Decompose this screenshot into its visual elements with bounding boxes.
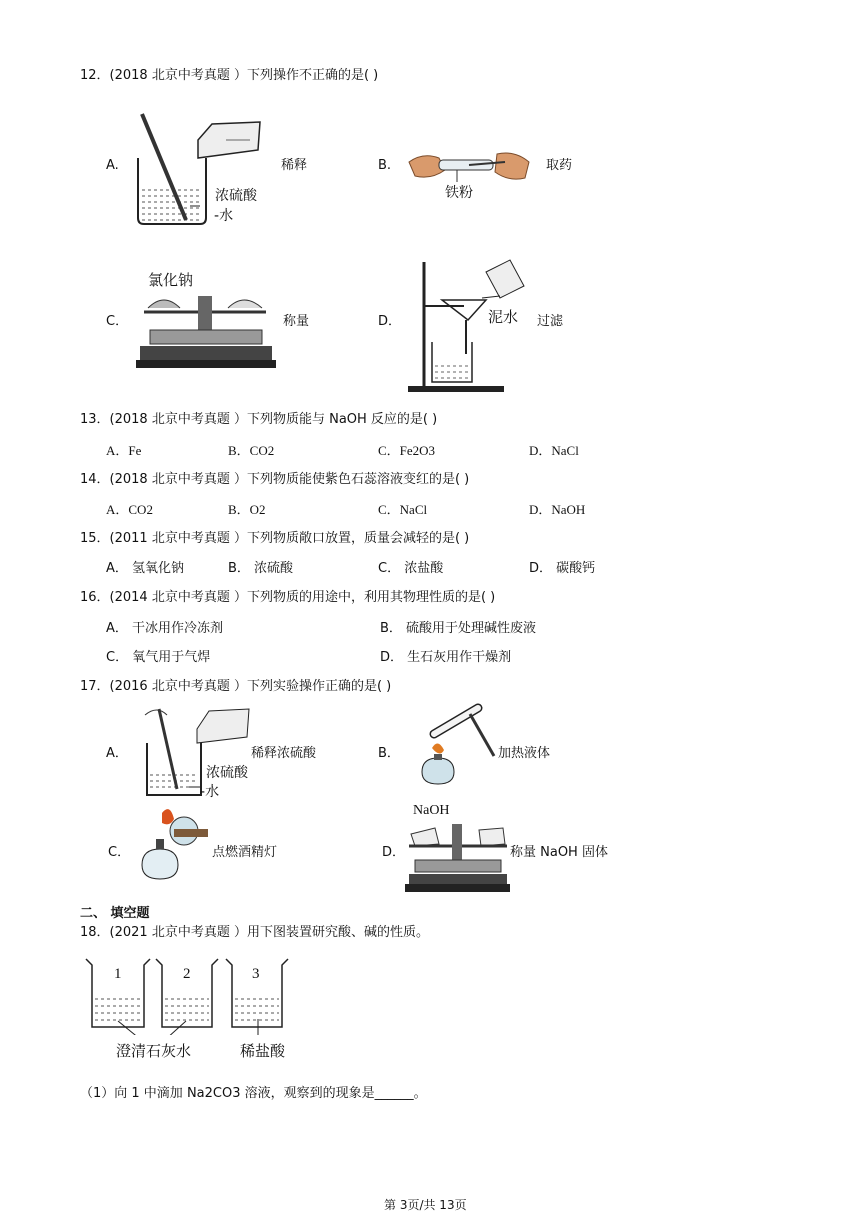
q12-option-d-letter: D． (378, 314, 402, 329)
q13-option-b: B．CO2 (228, 443, 275, 458)
q17-option-a-caption: 稀释浓硫酸 (251, 746, 317, 761)
q15-stem: 15．(2011 北京中考真题 ）下列物质敞口放置，质量会减轻的是( ) (80, 531, 470, 546)
q18-beaker-2-number: 2 (183, 966, 191, 982)
q15-option-d: D． 碳酸钙 (529, 561, 596, 576)
q16-stem: 16．(2014 北京中考真题 ）下列物质的用途中，利用其物理性质的是( ) (80, 590, 496, 605)
q12-a-tag-water: -水 (214, 208, 234, 224)
q18-stem: 18．(2021 北京中考真题 ）用下图装置研究酸、碱的性质。 (80, 925, 429, 940)
q17-d-tag-naoh: NaOH (413, 803, 450, 818)
q12-option-c-caption: 称量 (283, 314, 310, 329)
q12-d-tag-mud: 泥水 (488, 308, 519, 326)
q13-stem: 13．(2018 北京中考真题 ）下列物质能与 NaOH 反应的是( ) (80, 412, 438, 427)
section-heading: 二、 填空题 (80, 906, 150, 921)
q12-option-b-letter: B. (378, 158, 392, 173)
q13-option-d: D．NaCl (529, 443, 579, 458)
q12-option-b-caption: 取药 (546, 158, 573, 173)
q15-option-a: A． 氢氧化钠 (106, 561, 185, 576)
q17-option-d-letter: D． (382, 845, 406, 860)
q17-option-c-letter: C． (108, 845, 131, 860)
q14-option-a: A．CO2 (106, 502, 153, 517)
q17-option-c-caption: 点燃酒精灯 (212, 845, 278, 860)
q12-a-tag-acid: 浓硫酸 (215, 188, 257, 204)
q18-label-limewater: 澄清石灰水 (116, 1042, 192, 1060)
q17-a-tag-water: -水 (200, 784, 220, 800)
q14-option-d: D．NaOH (529, 502, 586, 517)
q12-c-balance-figure (136, 290, 276, 370)
q16-option-d: D． 生石灰用作干燥剂 (380, 650, 512, 665)
page-footer: 第 3页/共 13页 (384, 1198, 467, 1212)
q12-stem: 12．(2018 北京中考真题 ）下列操作不正确的是( ) (80, 68, 379, 83)
q17-c-lamp-figure (134, 805, 214, 885)
q15-option-c: C． 浓盐酸 (378, 561, 444, 576)
q18-label-hcl: 稀盐酸 (240, 1042, 286, 1060)
q15-option-b: B． 浓硫酸 (228, 561, 294, 576)
q16-option-c: C． 氧气用于气焊 (106, 650, 211, 665)
q18-sub-question-1: （1）向 1 中滴加 Na2CO3 溶液，观察到的现象是______。 (80, 1086, 427, 1101)
q12-d-filtration-figure (404, 258, 534, 396)
q14-option-c: C．NaCl (378, 502, 428, 517)
q13-option-a: A．Fe (106, 443, 142, 458)
q17-stem: 17．(2016 北京中考真题 ）下列实验操作正确的是( ) (80, 679, 392, 694)
q12-option-c-letter: C． (106, 314, 129, 329)
q17-a-tag-acid: 浓硫酸 (206, 765, 248, 781)
q17-option-a-letter: A． (106, 746, 128, 761)
q17-d-balance-figure (405, 818, 510, 896)
q12-a-dilution-figure (130, 110, 275, 230)
q16-option-b: B． 硫酸用于处理碱性废液 (380, 621, 537, 636)
q12-option-d-caption: 过滤 (537, 314, 564, 329)
q18-beaker-3-number: 3 (252, 966, 260, 982)
q12-b-tag-iron: 铁粉 (445, 185, 473, 201)
q18-beaker-1-number: 1 (114, 966, 122, 982)
q13-option-c: C．Fe2O3 (378, 443, 436, 458)
q17-option-d-caption: 称量 NaOH 固体 (510, 845, 608, 860)
q14-option-b: B．O2 (228, 502, 266, 517)
q17-b-heating-figure (400, 700, 500, 800)
q14-stem: 14．(2018 北京中考真题 ）下列物质能使紫色石蕊溶液变红的是( ) (80, 472, 470, 487)
q17-option-b-caption: 加热液体 (498, 746, 551, 761)
q12-option-a-caption: 稀释 (281, 158, 308, 173)
q16-option-a: A． 干冰用作冷冻剂 (106, 621, 224, 636)
q12-option-a-letter: A. (106, 158, 119, 173)
q17-option-b-letter: B． (378, 746, 400, 761)
q17-a-dilution-figure (135, 703, 255, 803)
q17-a-tag-water-text: 水 (205, 784, 220, 800)
q12-a-tag-water-text: 水 (219, 208, 234, 224)
q12-c-tag-nacl: 氯化钠 (148, 271, 194, 289)
